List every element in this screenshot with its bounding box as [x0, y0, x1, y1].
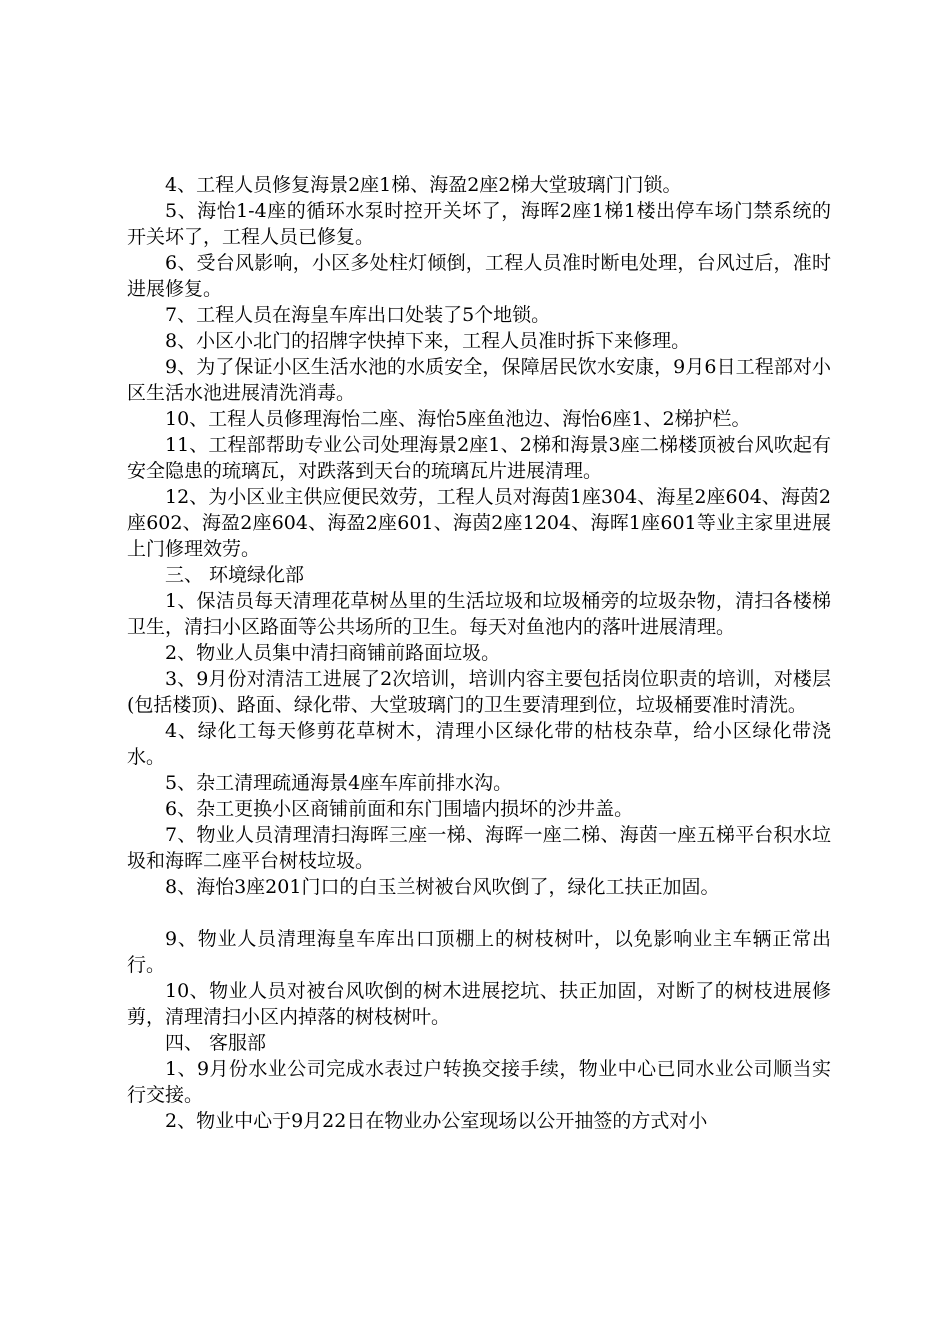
paragraph: 9、为了保证小区生活水池的水质安全，保障居民饮水安康，9月6日工程部对小区生活水池进展清洗消毒。 — [127, 356, 831, 404]
paragraph: 10、物业人员对被台风吹倒的树木进展挖坑、扶正加固，对断了的树枝进展修剪，清理清扫小区内掉落的树枝树叶。 — [127, 980, 831, 1028]
paragraph: 7、工程人员在海皇车库出口处装了5个地锁。 — [165, 304, 551, 326]
paragraph: 3、9月份对清洁工进展了2次培训，培训内容主要包括岗位职责的培训，对楼层(包括楼顶)、路面、绿化带、大堂玻璃门的卫生要清理到位，垃圾桶要准时清洗。 — [127, 668, 831, 716]
paragraph: 5、杂工清理疏通海景4座车库前排水沟。 — [165, 772, 513, 794]
paragraph: 11、工程部帮助专业公司处理海景2座1、2梯和海景3座二梯楼顶被台风吹起有安全隐患的琉璃瓦，对跌落到天台的琉璃瓦片进展清理。 — [127, 434, 831, 482]
section-heading: 四、 客服部 — [165, 1032, 267, 1054]
paragraph: 4、工程人员修复海景2座1梯、海盈2座2梯大堂玻璃门门锁。 — [165, 174, 682, 196]
section-heading: 三、 环境绿化部 — [165, 564, 305, 586]
paragraph: 2、物业人员集中清扫商铺前路面垃圾。 — [165, 642, 501, 664]
paragraph: 7、物业人员清理清扫海晖三座一梯、海晖一座二梯、海茵一座五梯平台积水垃圾和海晖二座平台树枝垃圾。 — [127, 824, 831, 872]
paragraph: 9、物业人员清理海皇车库出口顶棚上的树枝树叶，以免影响业主车辆正常出行。 — [127, 928, 831, 976]
paragraph: 4、绿化工每天修剪花草树木，清理小区绿化带的枯枝杂草，给小区绿化带浇水。 — [127, 720, 831, 768]
paragraph: 6、杂工更换小区商铺前面和东门围墙内损坏的沙井盖。 — [165, 798, 634, 820]
paragraph: 2、物业中心于9月22日在物业办公室现场以公开抽签的方式对小 — [165, 1110, 708, 1132]
paragraph: 8、海怡3座201门口的白玉兰树被台风吹倒了，绿化工扶正加固。 — [165, 876, 720, 898]
paragraph: 8、小区小北门的招牌字快掉下来，工程人员准时拆下来修理。 — [165, 330, 691, 352]
paragraph: 1、保洁员每天清理花草树丛里的生活垃圾和垃圾桶旁的垃圾杂物，清扫各楼梯卫生，清扫小区路面等公共场所的卫生。每天对鱼池内的落叶进展清理。 — [127, 590, 831, 638]
paragraph: 1、9月份水业公司完成水表过户转换交接手续，物业中心已同水业公司顺当实行交接。 — [127, 1058, 831, 1106]
paragraph: 10、工程人员修理海怡二座、海怡5座鱼池边、海怡6座1、2梯护栏。 — [165, 408, 751, 430]
document-body — [127, 172, 831, 1134]
paragraph: 5、海怡1-4座的循环水泵时控开关坏了，海晖2座1梯1楼出停车场门禁系统的开关坏了，工程人员已修复。 — [127, 200, 831, 248]
paragraph: 12、为小区业主供应便民效劳，工程人员对海茵1座304、海星2座604、海茵2座602、海盈2座604、海盈2座601、海茵2座1204、海晖1座601等业主家里进展上门修理效劳。 — [127, 486, 831, 560]
paragraph: 6、受台风影响，小区多处柱灯倾倒，工程人员准时断电处理，台风过后，准时进展修复。 — [127, 252, 831, 300]
